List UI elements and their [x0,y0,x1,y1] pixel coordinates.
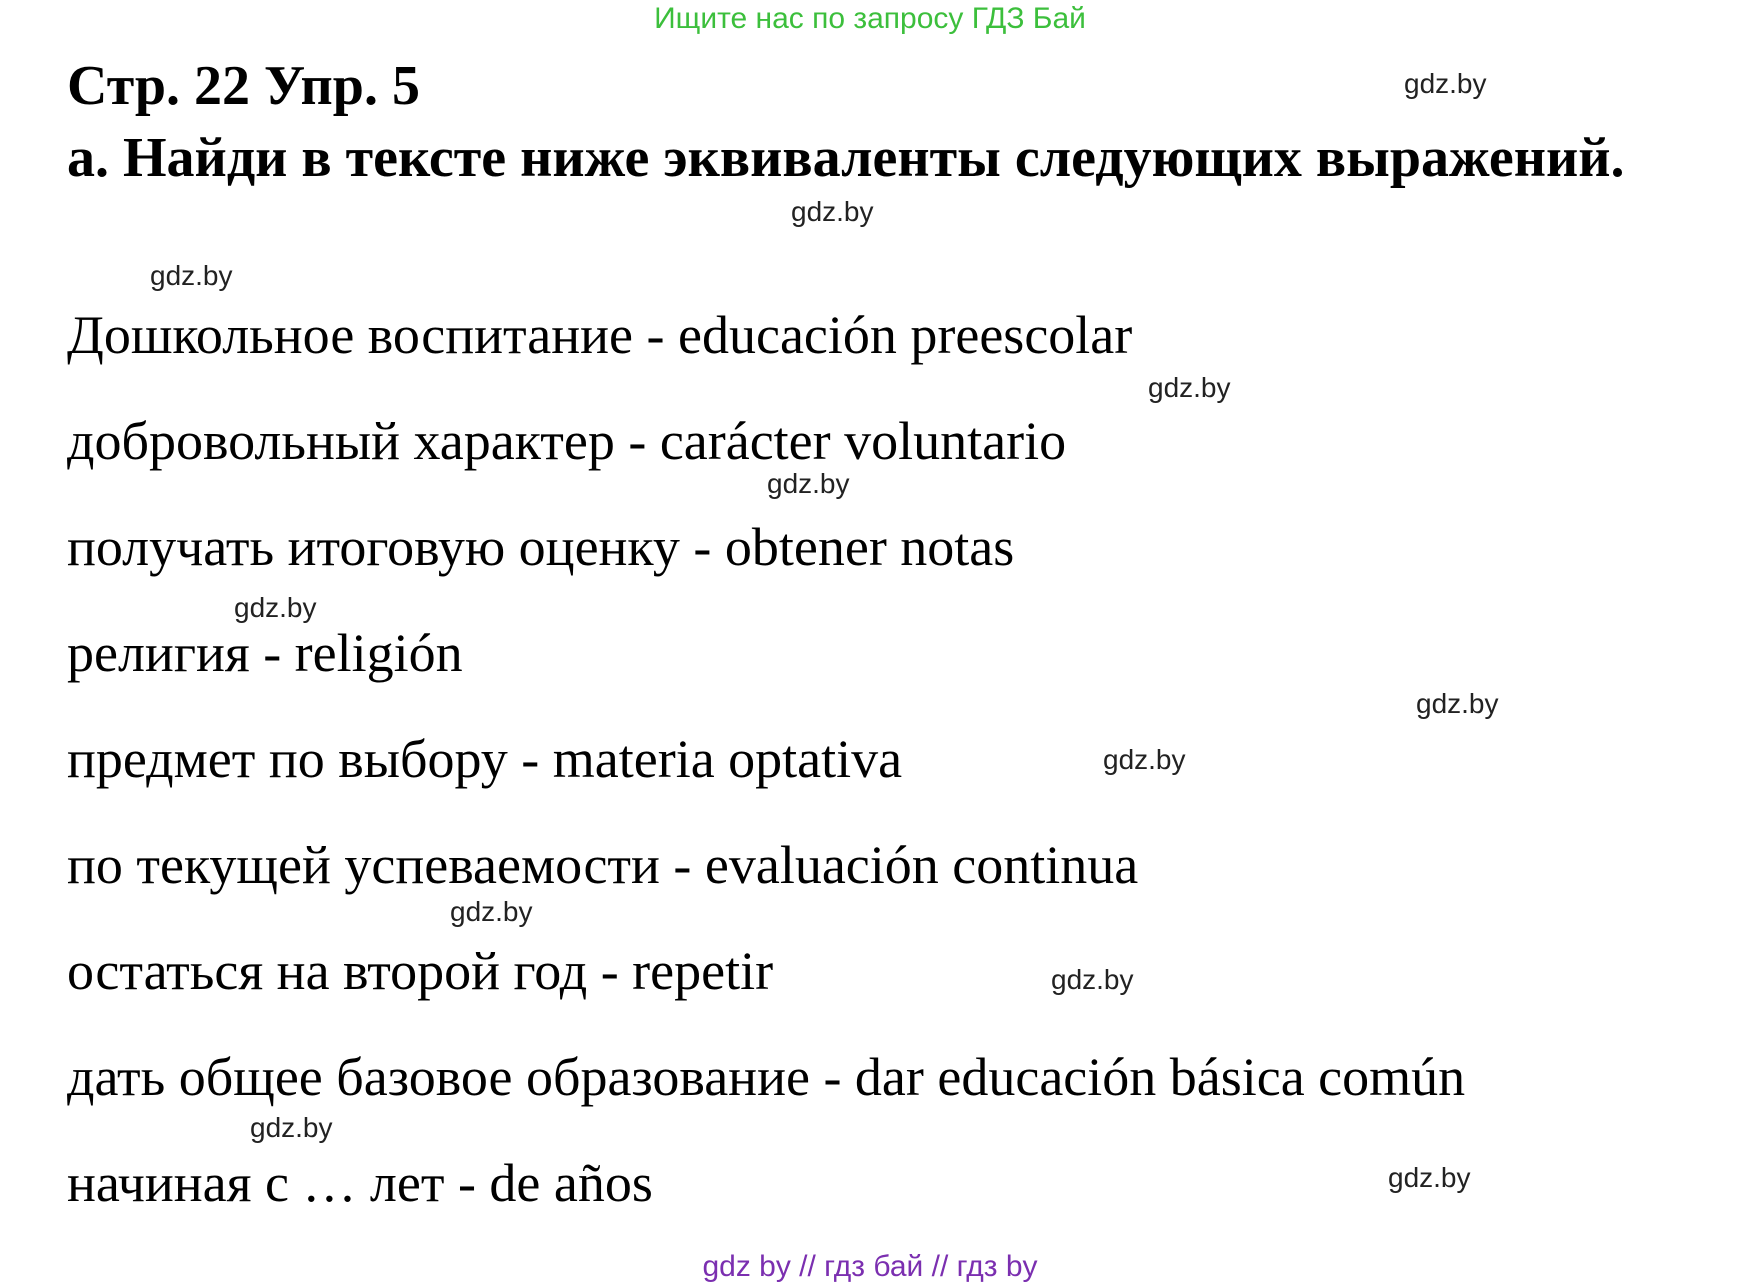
watermark: gdz.by [791,196,874,227]
vocab-line: дать общее базовое образование - dar educación básica común [67,1047,1466,1107]
page-title: Стр. 22 Упр. 5 [67,55,420,117]
vocab-line: по текущей успеваемости - evaluación continua [67,835,1139,895]
watermark: gdz.by [1416,688,1499,719]
watermark: gdz.by [1404,68,1487,99]
top-banner: Ищите нас по запросу ГДЗ Бай [654,2,1086,35]
vocab-line: предмет по выбору - materia optativa [67,729,903,789]
watermark: gdz.by [1388,1162,1471,1193]
watermark: gdz.by [450,896,533,927]
vocab-line: Дошкольное воспитание - educación preescolar [67,305,1133,365]
vocab-line: религия - religión [67,623,463,683]
vocab-line: остаться на второй год - repetir [67,941,774,1001]
exercise-instruction: а. Найди в тексте ниже эквиваленты следующих выражений. [67,127,1625,189]
vocab-line: добровольный характер - carácter voluntario [67,411,1067,471]
watermark: gdz.by [767,468,850,499]
watermark: gdz.by [1148,372,1231,403]
watermark: gdz.by [1103,744,1186,775]
vocab-line: начиная с … лет - de años [67,1153,653,1213]
footer-links: gdz by // гдз бай // гдз by [702,1250,1038,1283]
watermark: gdz.by [150,260,233,291]
vocab-line: получать итоговую оценку - obtener notas [67,517,1015,577]
watermark: gdz.by [1051,964,1134,995]
watermark: gdz.by [250,1112,333,1143]
watermark: gdz.by [234,592,317,623]
